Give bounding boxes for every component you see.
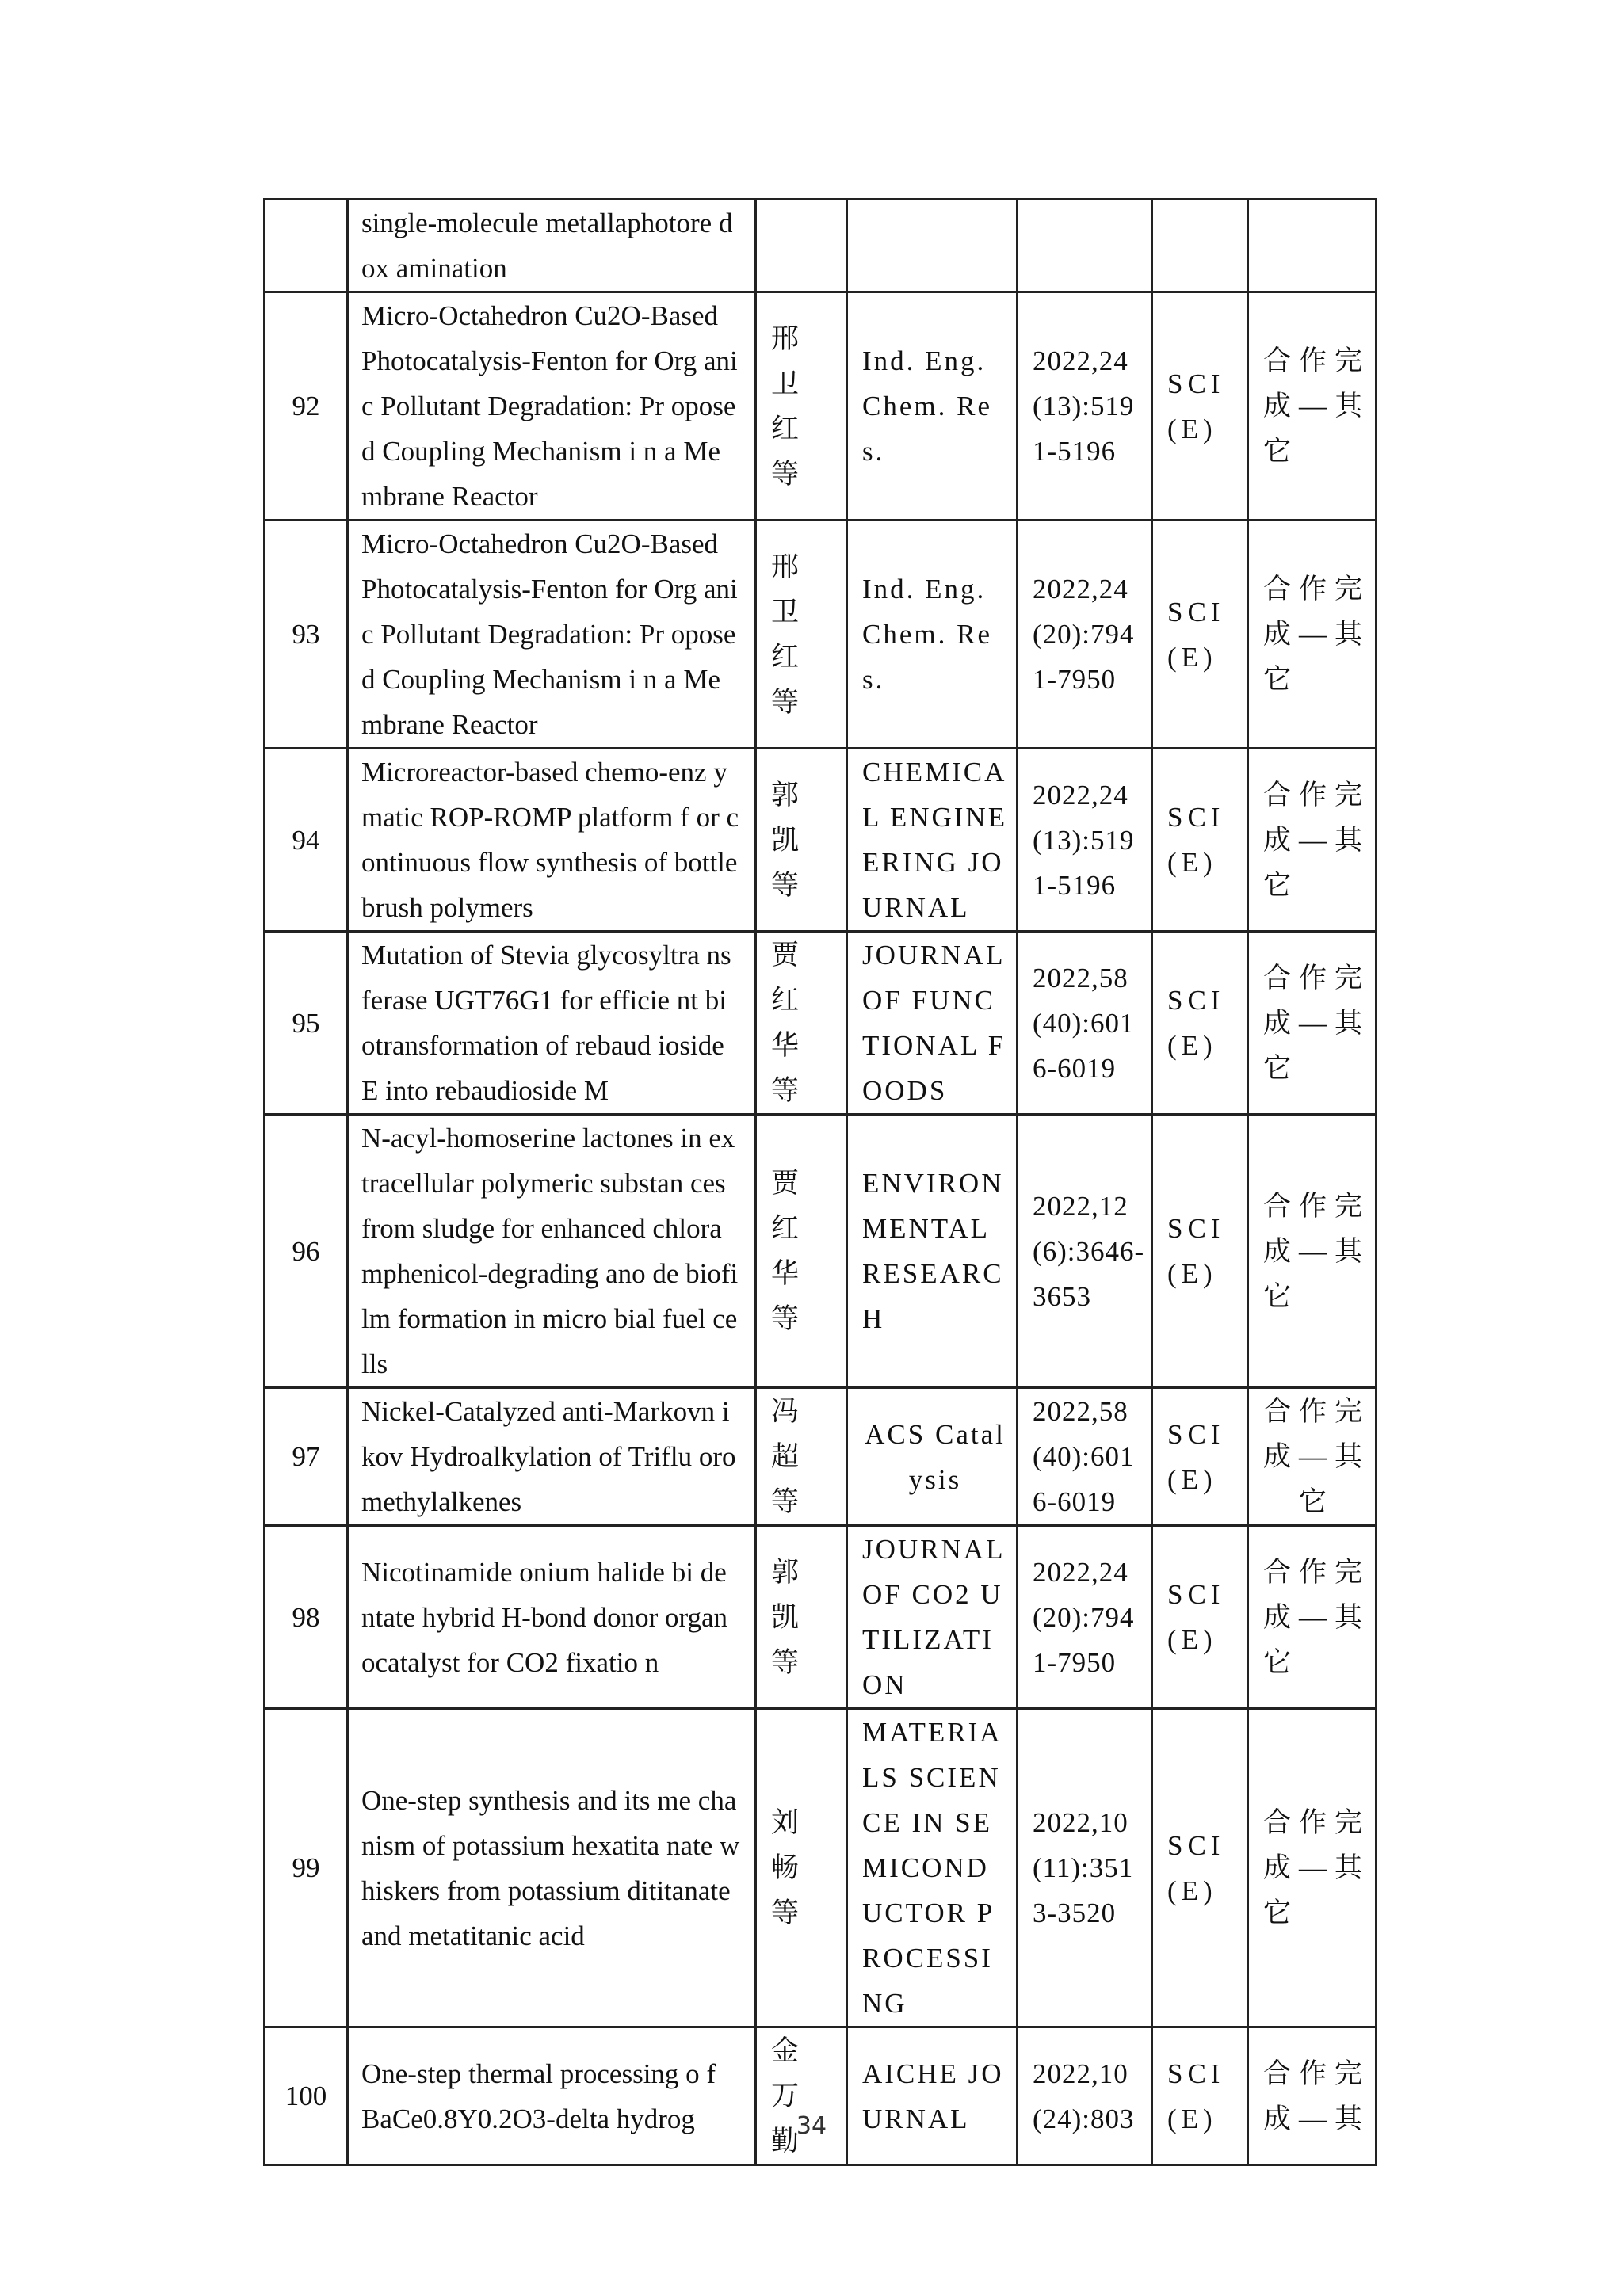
table-row xyxy=(265,2027,1377,2165)
paper-title: Mutation of Stevia glycosyltra nsferase UGT76G1 for efficie nt biotransformation of rebaud ioside E into rebaudioside M xyxy=(348,932,756,1115)
authors: 郭凯等 xyxy=(756,1526,847,1709)
row-number: 92 xyxy=(265,292,348,521)
row-number: 100 xyxy=(265,2027,348,2165)
paper-title: Micro-Octahedron Cu2O-Based Photocatalysis-Fenton for Org anic Pollutant Degradation: Pr oposed Coupling Mechanism i n a Membrane Reactor xyxy=(348,292,756,521)
authors: 冯超等 xyxy=(756,1388,847,1526)
publication-info: 2022,10(24):803 xyxy=(1018,2027,1152,2165)
journal: JOURNAL OF CO2 UTILIZATION xyxy=(847,1526,1018,1709)
table-row xyxy=(265,932,1377,1115)
index-type: SCI(E) xyxy=(1152,1709,1248,2027)
row-number: 96 xyxy=(265,1115,348,1388)
index-type: SCI(E) xyxy=(1152,749,1248,932)
journal: ENVIRONMENTAL RESEARCH xyxy=(847,1115,1018,1388)
journal: ACS Catalysis xyxy=(847,1388,1018,1526)
table-row xyxy=(265,200,1377,292)
completion-note: 合作完成—其 xyxy=(1248,2027,1377,2165)
paper-title: Nickel-Catalyzed anti-Markovn ikov Hydroalkylation of Triflu oromethylalkenes xyxy=(348,1388,756,1526)
journal: Ind. Eng. Chem. Res. xyxy=(847,521,1018,749)
publication-info: 2022,10(11):3513-3520 xyxy=(1018,1709,1152,2027)
index-type: SCI(E) xyxy=(1152,1388,1248,1526)
authors: 贾红华等 xyxy=(756,1115,847,1388)
completion-note: 合作完成—其它 xyxy=(1248,932,1377,1115)
authors: 邢卫红等 xyxy=(756,292,847,521)
table-row xyxy=(265,1526,1377,1709)
completion-note: 合作完成—其它 xyxy=(1248,749,1377,932)
index-type: SCI(E) xyxy=(1152,932,1248,1115)
journal: CHEMICAL ENGINEERING JOURNAL xyxy=(847,749,1018,932)
publication-table xyxy=(263,198,1377,2166)
authors: 郭凯等 xyxy=(756,749,847,932)
journal: JOURNAL OF FUNCTIONAL FOODS xyxy=(847,932,1018,1115)
completion-note: 合作完成—其它 xyxy=(1248,1526,1377,1709)
authors xyxy=(756,200,847,292)
completion-note xyxy=(1248,200,1377,292)
publication-info xyxy=(1018,200,1152,292)
paper-title: Micro-Octahedron Cu2O-Based Photocatalysis-Fenton for Org anic Pollutant Degradation: Pr oposed Coupling Mechanism i n a Membrane Reactor xyxy=(348,521,756,749)
publication-info: 2022,12(6):3646-3653 xyxy=(1018,1115,1152,1388)
authors: 贾红华等 xyxy=(756,932,847,1115)
authors: 金万勤 xyxy=(756,2027,847,2165)
completion-note: 合作完成—其它 xyxy=(1248,521,1377,749)
row-number xyxy=(265,200,348,292)
table-row xyxy=(265,292,1377,521)
index-type: SCI(E) xyxy=(1152,1115,1248,1388)
row-number: 94 xyxy=(265,749,348,932)
completion-note: 合作完成—其它 xyxy=(1248,1709,1377,2027)
index-type: SCI(E) xyxy=(1152,2027,1248,2165)
publication-info: 2022,58(40):6016-6019 xyxy=(1018,932,1152,1115)
row-number: 97 xyxy=(265,1388,348,1526)
completion-note: 合作完成—其它 xyxy=(1248,292,1377,521)
paper-title: single-molecule metallaphotore dox amination xyxy=(348,200,756,292)
table-row xyxy=(265,1115,1377,1388)
index-type: SCI(E) xyxy=(1152,292,1248,521)
journal xyxy=(847,200,1018,292)
publication-info: 2022,24(20):7941-7950 xyxy=(1018,521,1152,749)
publication-info: 2022,58(40):6016-6019 xyxy=(1018,1388,1152,1526)
index-type xyxy=(1152,200,1248,292)
paper-title: One-step thermal processing o f BaCe0.8Y0.2O3-delta hydrog xyxy=(348,2027,756,2165)
row-number: 93 xyxy=(265,521,348,749)
page-number: 34 xyxy=(796,2112,827,2140)
paper-title: N-acyl-homoserine lactones in extracellular polymeric substan ces from sludge for enhanced chloramphenicol-degrading ano de biofilm formation in micro bial fuel cells xyxy=(348,1115,756,1388)
index-type: SCI(E) xyxy=(1152,521,1248,749)
journal: Ind. Eng. Chem. Res. xyxy=(847,292,1018,521)
completion-note: 合作完成—其它 xyxy=(1248,1115,1377,1388)
completion-note: 合作完成—其它 xyxy=(1248,1388,1377,1526)
table-row xyxy=(265,1388,1377,1526)
paper-title: Microreactor-based chemo-enz ymatic ROP-ROMP platform f or continuous flow synthesis of bottlebrush polymers xyxy=(348,749,756,932)
paper-title: Nicotinamide onium halide bi dentate hybrid H-bond donor organocatalyst for CO2 fixatio n xyxy=(348,1526,756,1709)
publication-info: 2022,24(20):7941-7950 xyxy=(1018,1526,1152,1709)
index-type: SCI(E) xyxy=(1152,1526,1248,1709)
row-number: 98 xyxy=(265,1526,348,1709)
authors: 邢卫红等 xyxy=(756,521,847,749)
paper-title: One-step synthesis and its me chanism of potassium hexatita nate whiskers from potassium dititanate and metatitanic acid xyxy=(348,1709,756,2027)
publication-info: 2022,24(13):5191-5196 xyxy=(1018,292,1152,521)
table-row xyxy=(265,1709,1377,2027)
table-row xyxy=(265,521,1377,749)
authors: 刘畅等 xyxy=(756,1709,847,2027)
table-row xyxy=(265,749,1377,932)
journal: AICHE JOURNAL xyxy=(847,2027,1018,2165)
table-body xyxy=(265,200,1377,2165)
publication-info: 2022,24(13):5191-5196 xyxy=(1018,749,1152,932)
journal: MATERIALS SCIENCE IN SEMICONDUCTOR PROCESSING xyxy=(847,1709,1018,2027)
row-number: 95 xyxy=(265,932,348,1115)
row-number: 99 xyxy=(265,1709,348,2027)
